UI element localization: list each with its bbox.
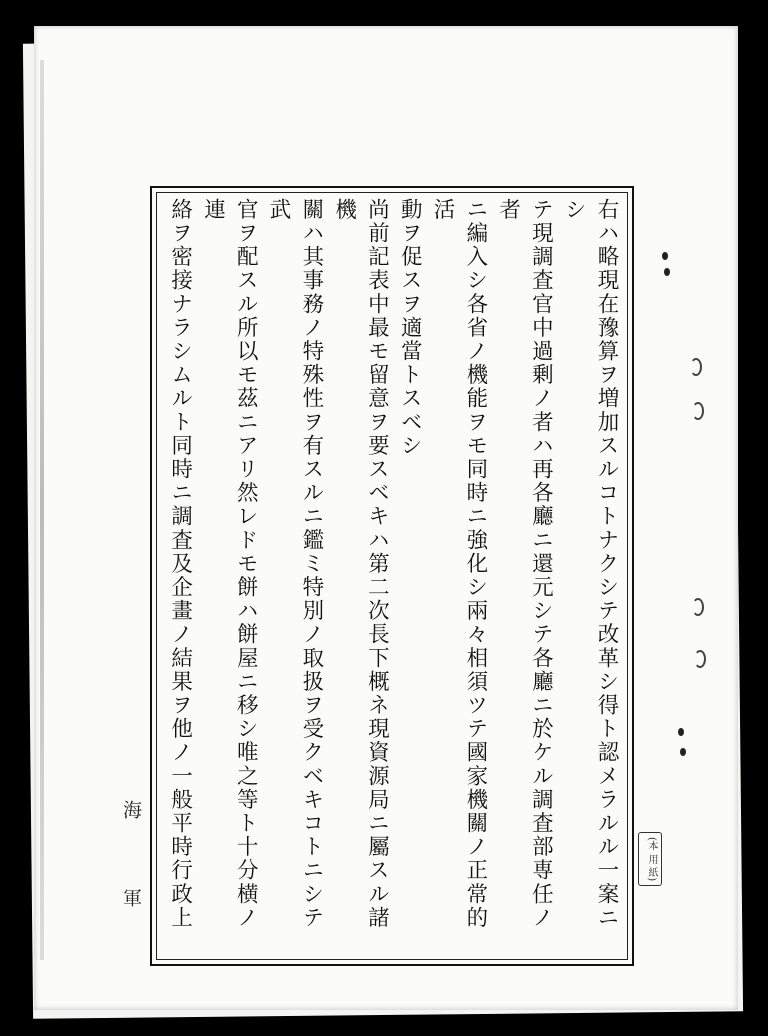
text-line: 尚前記表中最モ留意ヲ要スベキハ第二次長下概ネ現資源局ニ屬スル諸機 bbox=[331, 198, 390, 930]
binding-dot bbox=[662, 252, 668, 260]
margin-mark-navy-2: 軍 bbox=[120, 888, 142, 907]
text-line: 官ヲ配スル所以モ茲ニアリ然レドモ餅ハ餅屋ニ移シ唯之等ト十分横ノ連 bbox=[200, 198, 259, 930]
text-line: 絡ヲ密接ナラシムルト同時ニ調査及企畫ノ結果ヲ他ノ一般平時行政上 bbox=[167, 198, 193, 930]
punch-hole bbox=[692, 598, 704, 616]
margin-mark-navy-1: 海 bbox=[120, 800, 142, 819]
text-line: テ現調査官中過剰ノ者ハ再各廳ニ還元シテ各廳ニ於ケル調査部専任ノ者 bbox=[495, 198, 554, 930]
page-fold bbox=[40, 60, 44, 960]
punch-hole bbox=[692, 402, 704, 420]
binding-dot bbox=[664, 268, 670, 276]
document-body bbox=[160, 198, 622, 950]
punch-hole bbox=[694, 650, 706, 668]
paper-stamp: (本 用 紙) bbox=[638, 832, 662, 886]
binding-dot bbox=[680, 748, 686, 756]
text-line: 動ヲ促スヲ適當トスベシ bbox=[397, 198, 423, 458]
binding-dot bbox=[678, 728, 684, 736]
text-line: ニ編入シ各省ノ機能ヲモ同時ニ強化シ兩々相須ツテ國家機關ノ正常的活 bbox=[430, 198, 488, 930]
punch-hole bbox=[690, 358, 702, 376]
text-line: 關ハ其事務ノ特殊性ヲ有スルニ鑑ミ特別ノ取扱ヲ受クベキコトニシテ武 bbox=[266, 198, 324, 930]
text-line: 右ハ略現在豫算ヲ増加スルコトナクシテ改革シ得ト認メラルル一案ニシ bbox=[561, 198, 619, 930]
scan-edge bbox=[746, 0, 768, 1036]
